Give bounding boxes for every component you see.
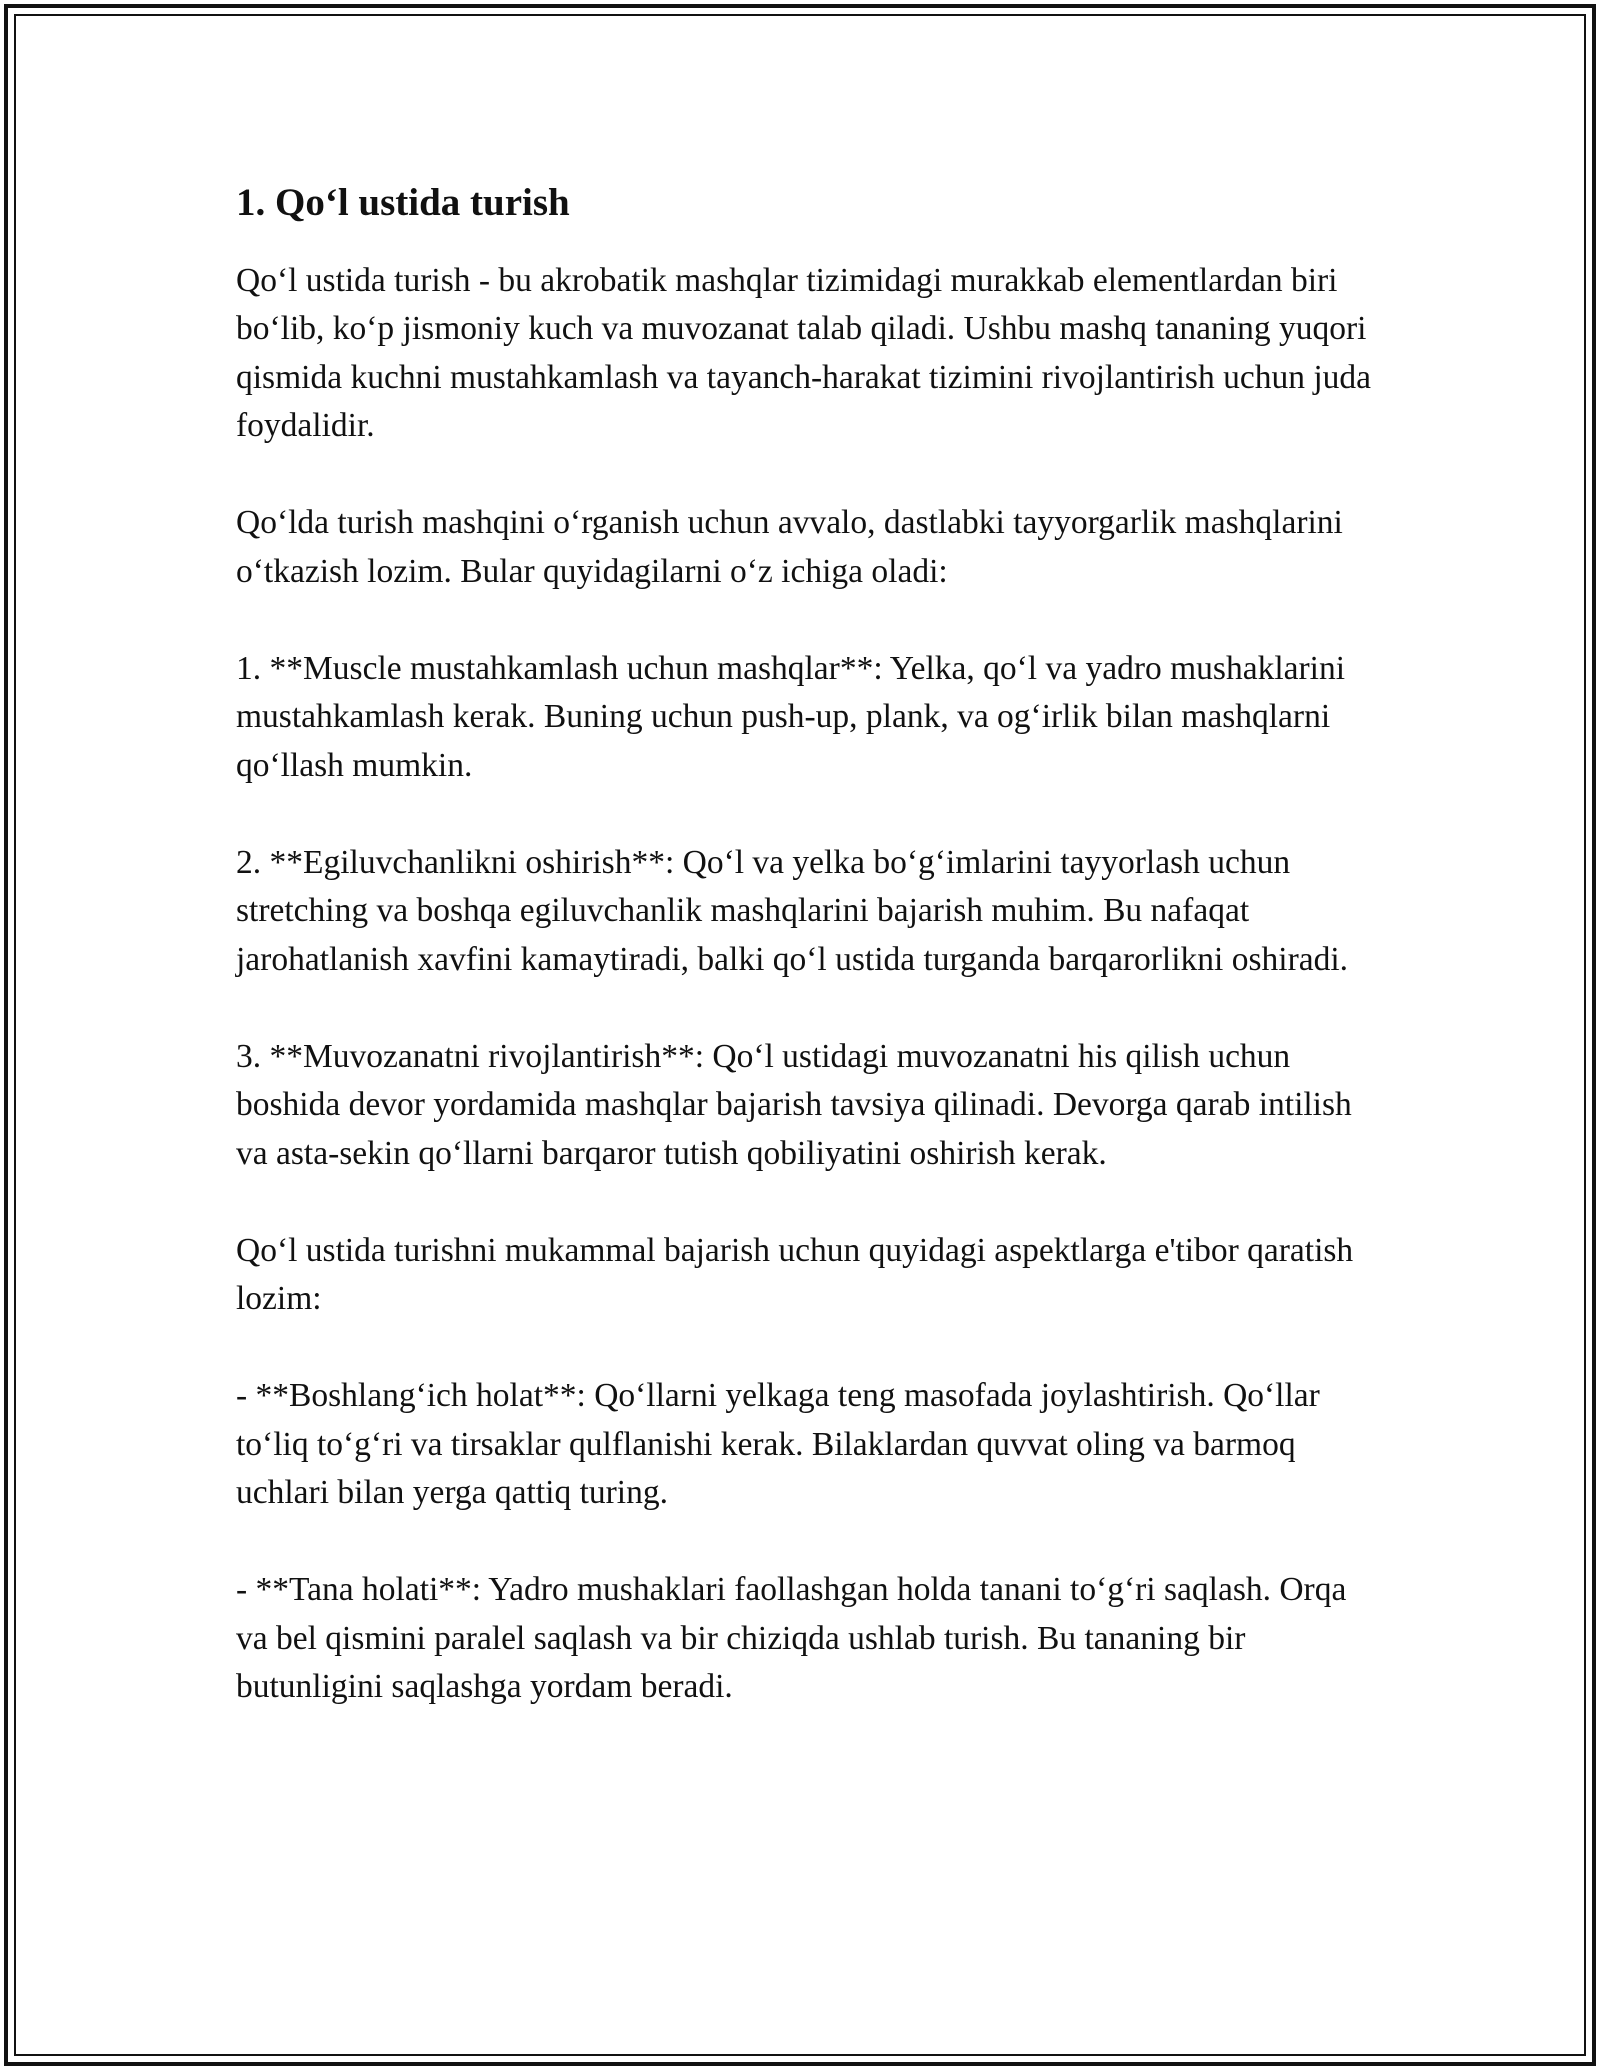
list-item-balance: 3. **Muvozanatni rivojlantirish**: Qo‘l ustidagi muvozanatni his qilish uchun boshida devor yordamida mashqlar bajarish tavsiya qilinadi. Devorga qarab intilish va asta-sekin qo‘llarni barqaror tutish qobiliyatini oshirish kerak. [236, 1037, 1361, 1172]
paragraph-preparation: Qo‘lda turish mashqini o‘rganish uchun avvalo, dastlabki tayyorgarlik mashqlarini o‘tkazish lozim. Bular quyidagilarni o‘z ichiga oladi: [236, 504, 1352, 590]
bullet-starting-position: - **Boshlang‘ich holat**: Qo‘llarni yelkaga teng masofada joylashtirish. Qo‘llar to‘liq to‘g‘ri va tirsaklar qulflanishi kerak. Bilaklardan quvvat oling va barmoq uchlari bilan yerga qattiq turing. [236, 1377, 1329, 1512]
bullet-body-position: - **Tana holati**: Yadro mushaklari faollashgan holda tanani to‘g‘ri saqlash. Orqa va bel qismini paralel saqlash va bir chiziqda ushlab turish. Bu tananing bir butunligini saqlashga yordam beradi. [236, 1571, 1355, 1706]
document-body [236, 180, 1380, 1760]
list-item-flexibility: 2. **Egiluvchanlikni oshirish**: Qo‘l va yelka bo‘g‘imlarini tayyorlash uchun stretching va boshqa egiluvchanlik mashqlarini bajarish muhim. Bu nafaqat jarohatlanish xavfini kamaytiradi, balki qo‘l ustida turganda barqarorlikni oshiradi. [236, 843, 1349, 978]
document-title: 1. Qo‘l ustida turish [236, 181, 570, 224]
paragraph-intro: Qo‘l ustida turish - bu akrobatik mashqlar tizimidagi murakkab elementlardan biri bo‘lib, ko‘p jismoniy kuch va muvozanat talab qiladi. Ushbu mashq tananing yuqori qismida kuchni mustahkamlash va tayanch-harakat tizimini rivojlantirish uchun juda foydalidir. [236, 261, 1380, 445]
list-item-muscle: 1. **Muscle mustahkamlash uchun mashqlar**: Yelka, qo‘l va yadro mushaklarini mustahkamlash kerak. Buning uchun push-up, plank, va og‘irlik bilan mashqlarni qo‘llash mumkin. [236, 649, 1354, 784]
paragraph-aspects: Qo‘l ustida turishni mukammal bajarish uchun quyidagi aspektlarga e'tibor qaratish lozim: [236, 1231, 1362, 1318]
